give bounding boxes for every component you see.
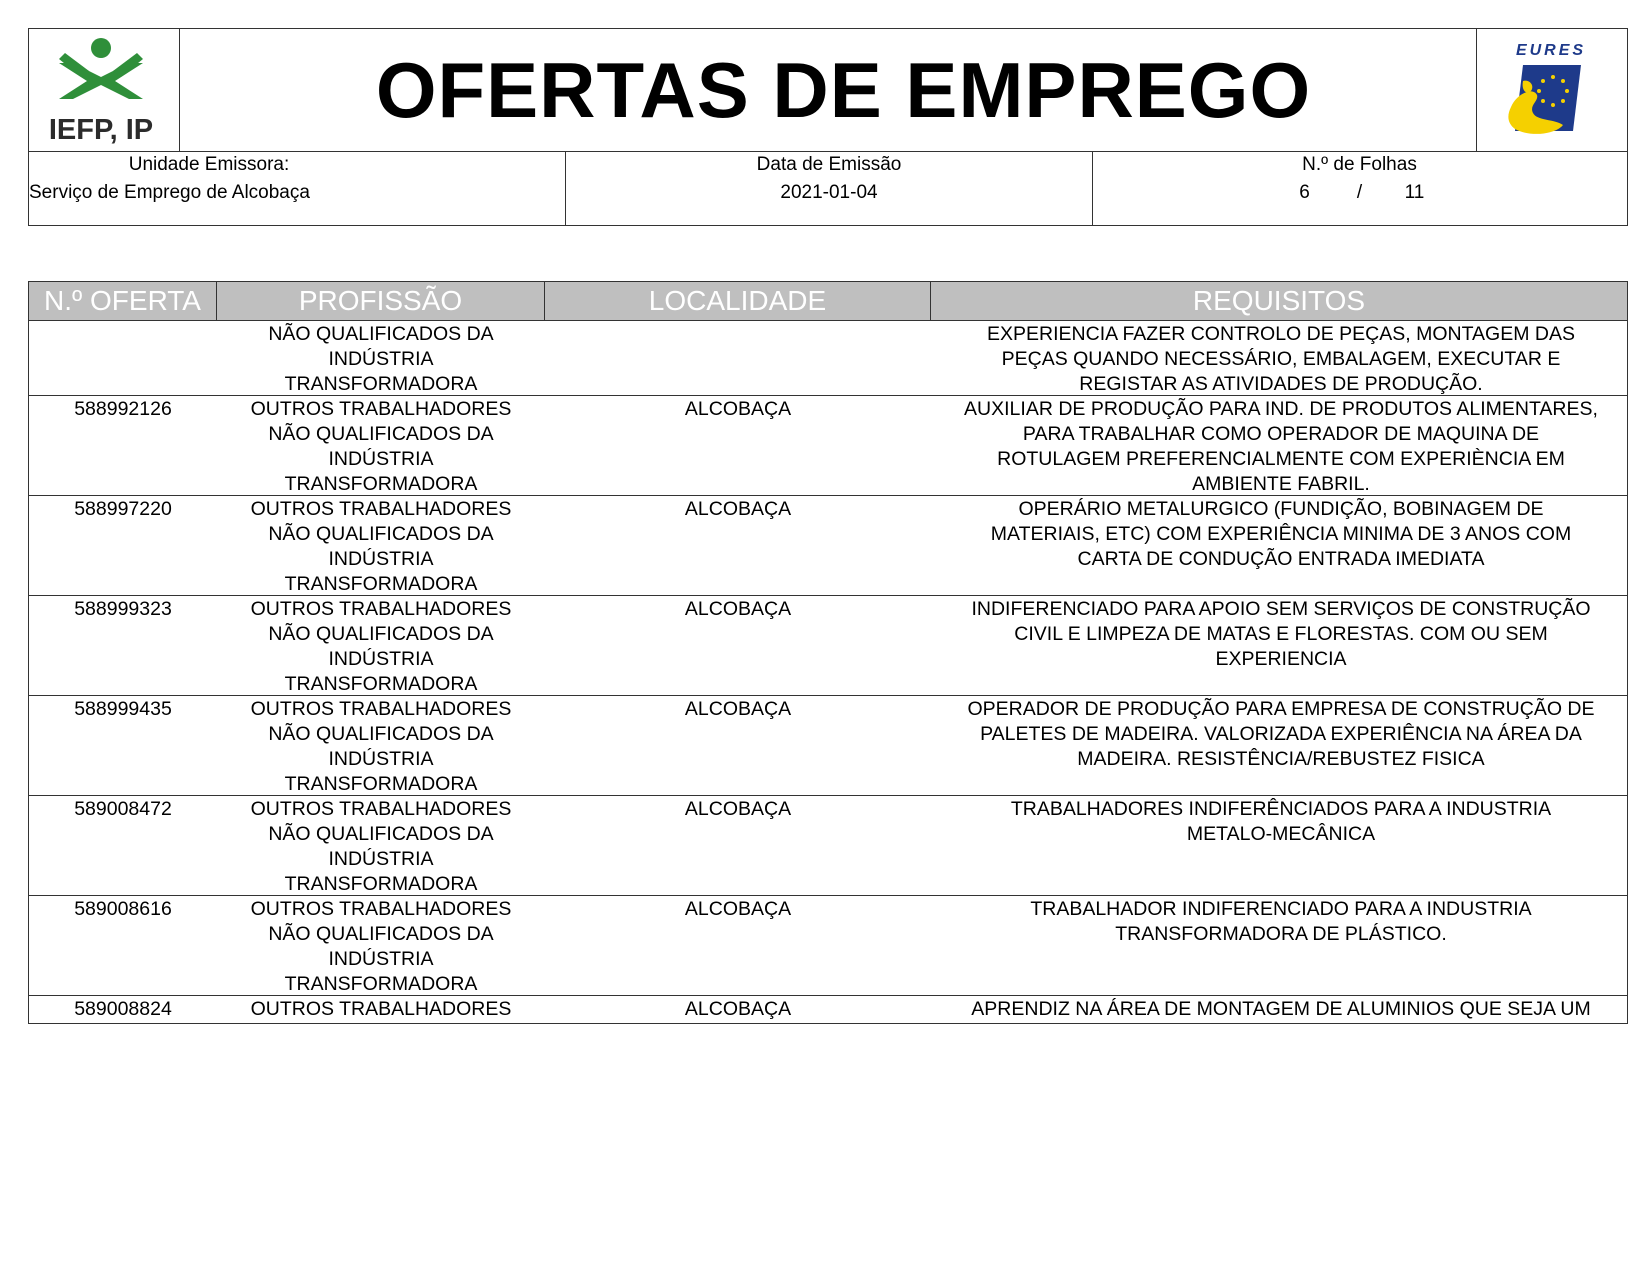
cell-profissao: OUTROS TRABALHADORES: [250, 998, 512, 1020]
cell-profissao: NÃO QUALIFICADOS DA INDÚSTRIA TRANSFORMADORA: [268, 323, 494, 395]
cell-localidade: ALCOBAÇA: [684, 498, 792, 520]
folhas-current: 6: [1299, 182, 1310, 203]
table-row: [29, 496, 1627, 596]
folhas-separator: /: [1356, 182, 1363, 203]
cell-localidade: ALCOBAÇA: [684, 398, 792, 420]
table-row: [29, 796, 1627, 896]
table-row: [29, 896, 1627, 996]
cell-requisitos: TRABALHADOR INDIFERENCIADO PARA A INDUSTRIA TRANSFORMADORA DE PLÁSTICO.: [1030, 898, 1532, 945]
cell-profissao: OUTROS TRABALHADORES NÃO QUALIFICADOS DA INDÚSTRIA TRANSFORMADORA: [250, 498, 512, 595]
table-header: [29, 282, 1627, 321]
cell-profissao: OUTROS TRABALHADORES NÃO QUALIFICADOS DA INDÚSTRIA TRANSFORMADORA: [250, 598, 512, 695]
data-emissao-value: 2021-01-04: [780, 182, 878, 203]
unidade-emissora-value: Serviço de Emprego de Alcobaça: [29, 182, 310, 203]
page-title: OFERTAS DE EMPREGO: [375, 45, 1312, 134]
eures-logo-cell: [1476, 29, 1627, 151]
table-row: [29, 321, 1627, 396]
cell-requisitos: OPERADOR DE PRODUÇÃO PARA EMPRESA DE CONSTRUÇÃO DE PALETES DE MADEIRA. VALORIZADA EXPERIÊNCIA NA ÁREA DA MADEIRA. RESISTÊNCIA/REBUSTEZ FISICA: [967, 698, 1595, 770]
ofertas-table: [28, 281, 1628, 1024]
cell-oferta: [29, 321, 217, 395]
column-header-oferta: N.º OFERTA: [29, 282, 217, 320]
cell-localidade: ALCOBAÇA: [684, 698, 792, 720]
cell-oferta: 589008616: [74, 898, 172, 920]
table-row: [29, 596, 1627, 696]
column-header-localidade: LOCALIDADE: [545, 282, 931, 320]
cell-oferta: 589008824: [74, 998, 172, 1020]
eures-logo-text: EURES: [1515, 42, 1587, 59]
column-header-profissao: PROFISSÃO: [217, 282, 545, 320]
cell-requisitos: INDIFERENCIADO PARA APOIO SEM SERVIÇOS DE CONSTRUÇÃO CIVIL E LIMPEZA DE MATAS E FLORESTAS. COM OU SEM EXPERIENCIA: [971, 598, 1591, 670]
table-row: [29, 996, 1627, 1023]
numero-folhas-cell: [1093, 152, 1626, 226]
cell-profissao: OUTROS TRABALHADORES NÃO QUALIFICADOS DA INDÚSTRIA TRANSFORMADORA: [250, 898, 512, 995]
meta-row: [29, 151, 1627, 225]
cell-localidade: [545, 321, 931, 395]
iefp-logo-cell: [29, 29, 180, 151]
iefp-logo: [29, 29, 179, 149]
cell-localidade: ALCOBAÇA: [684, 898, 792, 920]
folhas-total: 11: [1404, 182, 1425, 203]
cell-localidade: ALCOBAÇA: [684, 798, 792, 820]
cell-profissao: OUTROS TRABALHADORES NÃO QUALIFICADOS DA INDÚSTRIA TRANSFORMADORA: [250, 698, 512, 795]
iefp-logo-text: IEFP, IP: [48, 114, 154, 146]
title-cell: [180, 29, 1507, 151]
cell-requisitos: AUXILIAR DE PRODUÇÃO PARA IND. DE PRODUTOS ALIMENTARES, PARA TRABALHAR COMO OPERADOR DE MAQUINA DE ROTULAGEM PREFERENCIALMENTE COM EXPERIÈNCIA EM AMBIENTE FABRIL.: [964, 398, 1598, 495]
unidade-emissora-cell: [29, 152, 566, 226]
cell-localidade: ALCOBAÇA: [684, 998, 792, 1020]
numero-folhas-value: [1093, 182, 1626, 204]
document-header: [28, 28, 1628, 226]
cell-requisitos: TRABALHADORES INDIFERÊNCIADOS PARA A INDUSTRIA METALO-MECÂNICA: [1010, 798, 1552, 845]
cell-localidade: ALCOBAÇA: [684, 598, 792, 620]
cell-oferta: 588999435: [74, 698, 172, 720]
cell-oferta: 588999323: [74, 598, 172, 620]
numero-folhas-label: N.º de Folhas: [1302, 154, 1417, 175]
table-row: [29, 396, 1627, 496]
column-header-requisitos: REQUISITOS: [1192, 285, 1366, 316]
unidade-emissora-label: Unidade Emissora:: [128, 154, 290, 175]
data-emissao-cell: [566, 152, 1093, 226]
cell-profissao: OUTROS TRABALHADORES NÃO QUALIFICADOS DA INDÚSTRIA TRANSFORMADORA: [250, 798, 512, 895]
cell-oferta: 588992126: [74, 398, 172, 420]
table-row: [29, 696, 1627, 796]
data-emissao-label: Data de Emissão: [756, 154, 902, 175]
cell-oferta: 588997220: [74, 498, 172, 520]
cell-requisitos: EXPERIENCIA FAZER CONTROLO DE PEÇAS, MONTAGEM DAS PEÇAS QUANDO NECESSÁRIO, EMBALAGEM, EXECUTAR E REGISTAR AS ATIVIDADES DE PRODUÇÃO.: [987, 323, 1575, 395]
cell-requisitos: APRENDIZ NA ÁREA DE MONTAGEM DE ALUMINIOS QUE SEJA UM: [971, 998, 1591, 1020]
cell-requisitos: OPERÁRIO METALURGICO (FUNDIÇÃO, BOBINAGEM DE MATERIAIS, ETC) COM EXPERIÊNCIA MINIMA DE 3 ANOS COM CARTA DE CONDUÇÃO ENTRADA IMEDIATA: [990, 498, 1572, 570]
eures-logo: [1477, 29, 1625, 149]
cell-oferta: 589008472: [74, 798, 172, 820]
cell-profissao: OUTROS TRABALHADORES NÃO QUALIFICADOS DA INDÚSTRIA TRANSFORMADORA: [250, 398, 512, 495]
